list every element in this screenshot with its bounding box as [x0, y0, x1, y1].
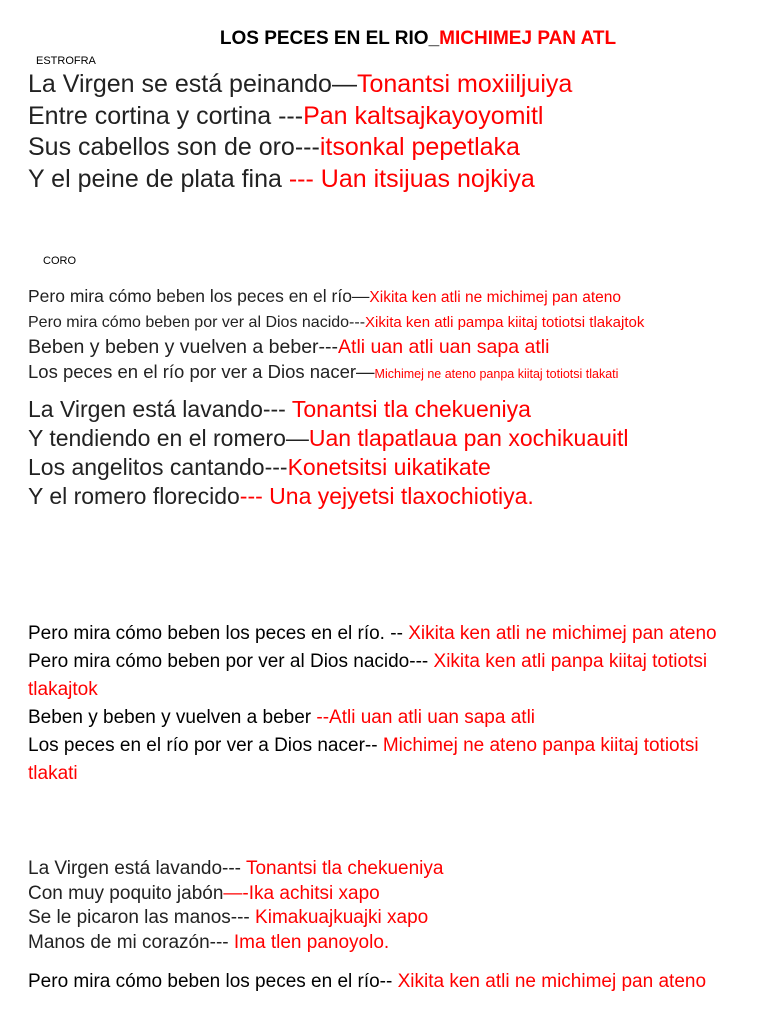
verse-spanish: Se le picaron las manos---	[28, 907, 256, 928]
chorus-spanish: Pero mira cómo beben por ver al Dios nacido---	[28, 651, 434, 672]
verse-line	[28, 906, 443, 931]
verse-line	[28, 931, 443, 956]
chorus-line	[28, 335, 644, 360]
verse-nahuatl: Tonantsi tla chekueniya	[291, 396, 531, 422]
verse-line	[28, 482, 629, 511]
verse-nahuatl: --- Uan itsijuas nojkiya	[288, 164, 535, 193]
verse-line	[28, 132, 572, 164]
chorus-nahuatl: Michimej ne ateno panpa kiitaj totiotsi tlakati	[28, 735, 699, 784]
chorus-paragraph	[28, 648, 728, 704]
chorus-3	[28, 968, 728, 996]
verse-line	[28, 69, 572, 101]
title-nahuatl: MICHIMEJ PAN ATL	[439, 28, 617, 49]
chorus-nahuatl: Atli uan atli uan sapa atli	[338, 336, 550, 358]
verse-spanish: Y tendiendo en el romero—	[28, 425, 309, 451]
verse-spanish: Y el peine de plata fina	[28, 164, 289, 193]
stanza-2	[28, 395, 629, 511]
chorus-nahuatl: Xikita ken atli ne michimej pan ateno	[369, 289, 622, 306]
chorus-nahuatl: Xikita ken atli panpa kiitaj totiotsi tlakajtok	[28, 651, 708, 700]
verse-spanish: Manos de mi corazón---	[28, 931, 234, 953]
chorus-nahuatl: Xikita ken atli pampa kiitaj totiotsi tlakajtok	[365, 313, 645, 331]
verse-spanish: Con muy poquito jabón	[28, 882, 224, 904]
verse-nahuatl: Uan tlapatlaua pan xochikuauitl	[308, 425, 629, 451]
chorus-nahuatl: --Atli uan atli uan sapa atli	[316, 707, 536, 728]
verse-line	[28, 882, 443, 907]
chorus-spanish: Los peces en el río por ver a Dios nacer—	[28, 360, 375, 382]
verse-line	[28, 164, 572, 196]
chorus-spanish: Pero mira cómo beben los peces en el río—	[28, 286, 370, 306]
chorus-spanish: Pero mira cómo beben los peces en el río. --	[28, 623, 409, 644]
chorus-paragraph	[28, 704, 728, 732]
chorus-1	[28, 284, 644, 386]
verse-spanish: Los angelitos cantando---	[28, 454, 288, 480]
title-spanish: LOS PECES EN EL RIO_	[219, 28, 440, 49]
chorus-line	[28, 360, 644, 387]
verse-spanish: La Virgen se está peinando—	[28, 70, 357, 98]
verse-nahuatl: Konetsitsi uikatikate	[287, 454, 491, 480]
verse-line	[28, 395, 629, 424]
verse-nahuatl: --- Una yejyetsi tlaxochiotiya.	[239, 483, 534, 509]
verse-nahuatl: Kimakuajkuajki xapo	[255, 907, 429, 928]
verse-nahuatl: Pan kaltsajkayoyomitl	[303, 101, 544, 130]
verse-nahuatl: Tonantsi tla chekueniya	[245, 858, 444, 879]
verse-line	[28, 424, 629, 453]
chorus-nahuatl: Xikita ken atli ne michimej pan ateno	[397, 971, 707, 992]
chorus-nahuatl: Xikita ken atli ne michimej pan ateno	[408, 623, 717, 644]
chorus-nahuatl: Michimej ne ateno panpa kiitaj totiotsi tlakati	[374, 366, 619, 381]
stanza-1	[28, 69, 572, 195]
verse-line	[28, 101, 572, 133]
verse-nahuatl: itsonkal pepetlaka	[319, 133, 520, 161]
chorus-paragraph	[28, 732, 728, 788]
stanza-label: ESTROFRA	[36, 55, 96, 67]
verse-nahuatl: Tonantsi moxiiljuiya	[356, 70, 573, 98]
chorus-spanish: Los peces en el río por ver a Dios nacer--	[28, 735, 383, 756]
verse-nahuatl: —-Ika achitsi xapo	[223, 882, 380, 904]
verse-spanish: Entre cortina y cortina ---	[28, 101, 304, 130]
chorus-spanish: Pero mira cómo beben por ver al Dios nacido---	[28, 313, 366, 331]
verse-line	[28, 857, 443, 882]
verse-spanish: La Virgen está lavando---	[28, 858, 246, 879]
verse-spanish: Sus cabellos son de oro---	[28, 133, 320, 161]
chorus-label: CORO	[43, 255, 76, 267]
chorus-paragraph	[28, 620, 728, 648]
verse-spanish: Y el romero florecido	[28, 483, 240, 509]
verse-nahuatl: Ima tlen panoyolo.	[233, 931, 390, 953]
chorus-spanish: Pero mira cómo beben los peces en el río--	[28, 971, 398, 992]
chorus-spanish: Beben y beben y vuelven a beber---	[28, 336, 339, 358]
chorus-line	[28, 284, 644, 311]
chorus-spanish: Beben y beben y vuelven a beber	[28, 707, 317, 728]
stanza-3	[28, 857, 443, 955]
verse-line	[28, 453, 629, 482]
chorus-line	[28, 311, 644, 336]
chorus-paragraph	[28, 968, 728, 996]
verse-spanish: La Virgen está lavando---	[28, 396, 292, 422]
document-title	[0, 28, 768, 50]
chorus-2	[28, 620, 728, 788]
